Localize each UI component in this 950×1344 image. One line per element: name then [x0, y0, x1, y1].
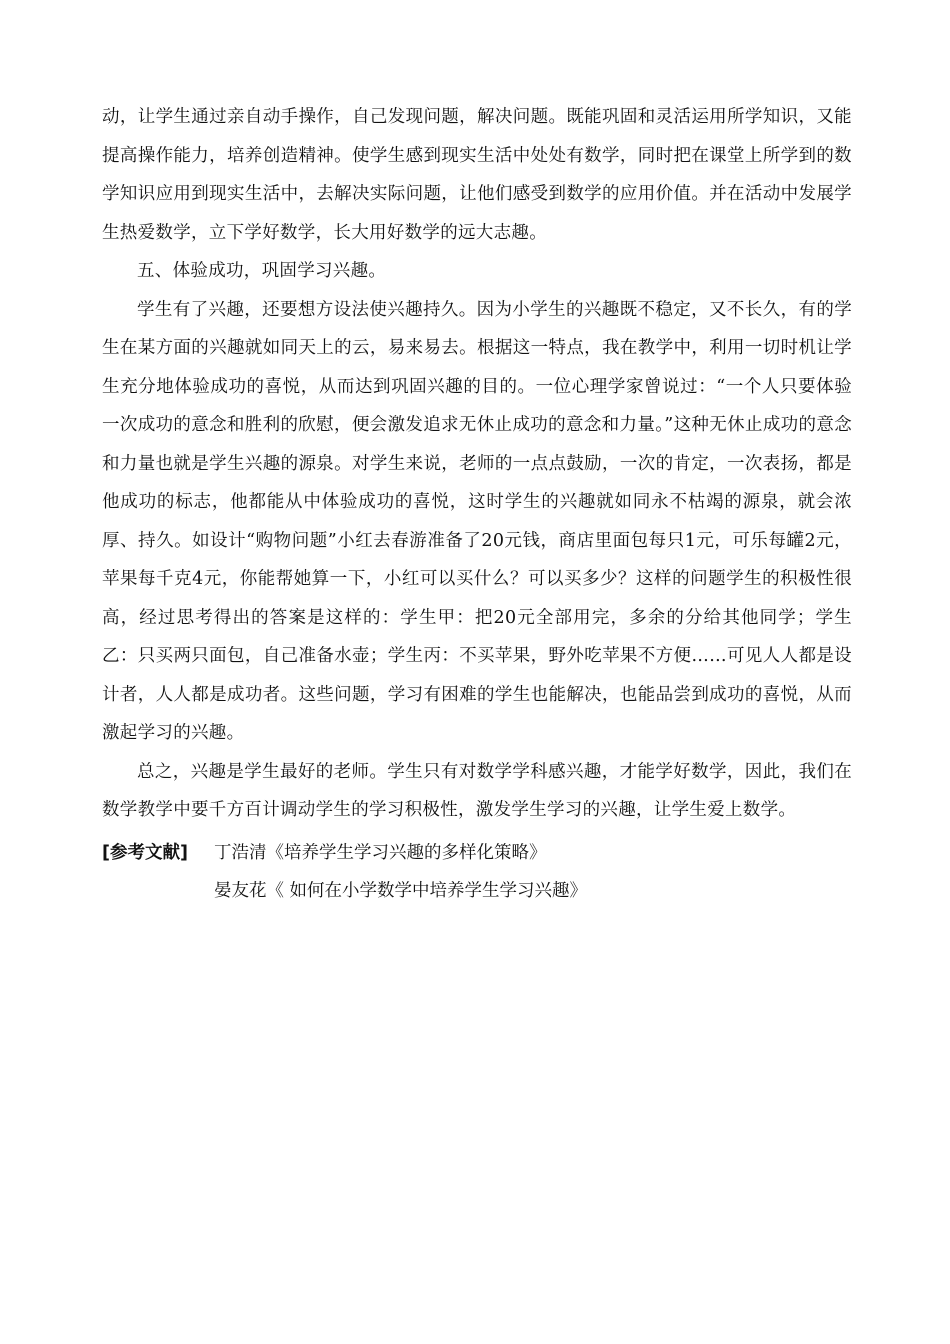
document-body: [102, 98, 852, 830]
reference-item: 晏友花《 如何在小学数学中培养学生学习兴趣》: [214, 881, 588, 901]
reference-row: [102, 834, 862, 872]
reference-row: [102, 872, 862, 910]
paragraph-conclusion: 总之，兴趣是学生最好的老师。学生只有对数学学科感兴趣，才能学好数学，因此，我们在数学教学中要千方百计调动学生的学习积极性，激发学生学习的兴趣，让学生爱上数学。: [102, 761, 852, 820]
paragraph-success-experience: 学生有了兴趣，还要想方设法使兴趣持久。因为小学生的兴趣既不稳定，又不长久，有的学生在某方面的兴趣就如同天上的云，易来易去。根据这一特点，我在教学中，利用一切时机让学生充分地体验成功的喜悦，从而达到巩固兴趣的目的。一位心理学家曾说过：“一个人只要体验一次成功的意念和胜利的欣慰，便会激发追求无休止成功的意念和力量。”这种无休止成功的意念和力量也就是学生兴趣的源泉。对学生来说，老师的一点点鼓励，一次的肯定，一次表扬，都是他成功的标志，他都能从中体验成功的喜悦，这时学生的兴趣就如同永不枯竭的源泉，就会浓厚、持久。如设计“购物问题”小红去春游准备了20元钱，商店里面包每只1元，可乐每罐2元，苹果每千克4元，你能帮她算一下，小红可以买什么？可以买多少？这样的问题学生的积极性很高，经过思考得出的答案是这样的：学生甲：把20元全部用完，多余的分给其他同学；学生乙：只买两只面包，自己准备水壶；学生丙：不买苹果，野外吃苹果不方便……可见人人都是设计者，人人都是成功者。这些问题，学习有困难的学生也能解决，也能品尝到成功的喜悦，从而激起学习的兴趣。: [102, 299, 852, 743]
reference-item: 丁浩清《培养学生学习兴趣的多样化策略》: [214, 843, 547, 863]
references-section: [102, 834, 862, 910]
references-label-spacer: [102, 872, 214, 910]
references-label: [参考文献]: [102, 843, 188, 863]
section-heading-five: 五、体验成功，巩固学习兴趣。: [137, 261, 387, 281]
paragraph-continuation: 动，让学生通过亲自动手操作，自己发现问题，解决问题。既能巩固和灵活运用所学知识，又能提高操作能力，培养创造精神。使学生感到现实生活中处处有数学，同时把在课堂上所学到的数学知识应用到现实生活中，去解决实际问题，让他们感受到数学的应用价值。并在活动中发展学生热爱数学，立下学好数学，长大用好数学的远大志趣。: [102, 107, 852, 243]
